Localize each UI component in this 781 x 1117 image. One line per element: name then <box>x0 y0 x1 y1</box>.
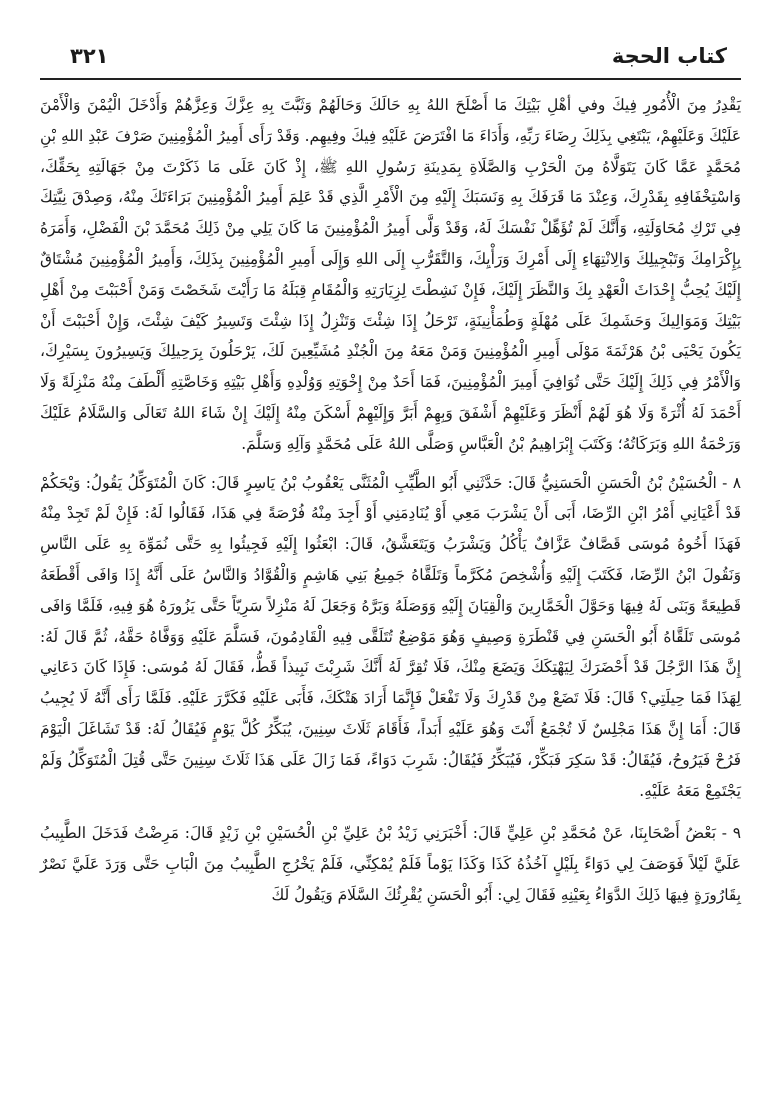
page-header <box>40 40 741 74</box>
paragraph-letter-continuation: يَقْدِرُ مِنَ الْأُمُورِ فِيكَ وفي أهْلِ بَيْتِكَ مَا أَصْلَحَ اللهُ بِهِ حَالَكَ وَحَالَهُمْ وَثَبَّتَ بِهِ عِزَّكَ وَعِزَّهُمْ وَأَدْخَلَ الْيُمْنَ وَالْأَمْنَ عَلَيْكَ وَعَلَيْهِمْ، يَبْتَغِي بِذَلِكَ رِضَاءَ رَبِّهِ، وَأَدَاءَ مَا افْتَرَضَ عَلَيْهِ فِيكَ وفِيهِم. وَقَدْ رَأَى أَمِيرُ الْمُؤْمِنِينَ صَرْفَ عَبْدِ اللهِ بْنِ مُحَمَّدٍ عَمَّا كَانَ يَتَوَلَّاهُ مِنَ الْحَرْبِ وَالصَّلَاةِ بِمَدِينَةِ رَسُولِ اللهِ ﷺ، إِذْ كَانَ عَلَى مَا ذَكَرْتَ مِنْ جَهَالَتِهِ بِحَقِّكَ، وَاسْتِخْفَافِهِ بِقَدْرِكَ، وَعِنْدَ مَا قَرَفَكَ بِهِ وَنَسَبَكَ إِلَيْهِ مِنَ الْأَمْرِ الَّذِي قَدْ عَلِمَ أَمِيرُ الْمُؤْمِنِينَ بَرَاءَتَكَ مِنْهُ، وَصِدْقَ نِيَّتِكَ فِي تَرْكِ مُحَاوَلَتِهِ، وَأَنَّكَ لَمْ تُؤَهِّلْ نَفْسَكَ لَهُ، وَقَدْ وَلَّى أَمِيرُ الْمُؤْمِنِينَ مَا كَانَ يَلِي مِنْ ذَلِكَ مُحَمَّدَ بْنَ الْفَضْلِ، وَأَمَرَهُ بِإِكْرَامِكَ وَتَبْجِيلِكَ وَالِانْتِهَاءِ إِلَى أَمْرِكَ وَرَأْيِكَ، وَالتَّقَرُّبِ إِلَى اللهِ وَإِلَى أَمِيرِ الْمُؤْمِنِينَ بِذَلِكَ، وَأَمِيرُ الْمُؤْمِنِينَ مُشْتَاقٌ إِلَيْكَ يُحِبُّ إِحْدَاثَ الْعَهْدِ بِكَ وَالنَّظَرَ إِلَيْكَ، فَإِنْ نَشِطْتَ لِزِيَارَتِهِ وَالْمُقَامِ قِبَلَهُ مَا رَأَيْتَ شَخَصْتَ وَمَنْ أَحْبَبْتَ مِنْ أَهْلِ بَيْتِكَ وَمَوَالِيكَ وَحَشَمِكَ عَلَى مُهْلَةٍ وَطُمَأْنِينَةٍ، تَرْحَلُ إِذَا شِئْتَ وَتَنْزِلُ إِذَا شِئْتَ وَتَسِيرُ كَيْفَ شِئْتَ، وَإِنْ أَحْبَبْتَ أَنْ يَكُونَ يَحْيَى بْنُ هَرْثَمَةَ مَوْلَى أَمِيرِ الْمُؤْمِنِينَ وَمَنْ مَعَهُ مِنَ الْجُنْدِ مُشَيِّعِينَ لَكَ، يَرْحَلُونَ بِرَحِيلِكَ وَيَسِيرُونَ بِسَيْرِكَ، وَالْأَمْرُ فِي ذَلِكَ إِلَيْكَ حَتَّى تُوَافِيَ أَمِيرَ الْمُؤْمِنِينَ، فَمَا أَحَدٌ مِنْ إِخْوَتِهِ وَوُلْدِهِ وَأَهْلِ بَيْتِهِ وَخَاصَّتِهِ أَلْطَفَ مِنْهُ مَنْزِلَةً وَلَا أَحْمَدَ لَهُ أُثْرَةً وَلَا هُوَ لَهُمْ أَنْظَرَ وَعَلَيْهِمْ أَشْفَقَ وَبِهِمْ أَبَرَّ وَإِلَيْهِمْ أَسْكَنَ مِنْهُ إِلَيْكَ إِنْ شَاءَ اللهُ تَعَالَى وَالسَّلَامُ عَلَيْكَ وَرَحْمَةُ اللهِ وَبَرَكَاتُهُ؛ وَكَتَبَ إِبْرَاهِيمُ بْنُ الْعَبَّاسِ وَصَلَّى اللهُ عَلَى مُحَمَّدٍ وَآلِهِ وَسَلَّمَ. <box>40 96 741 453</box>
paragraph-hadith-8: ٨ - الْحُسَيْنُ بْنُ الْحَسَنِ الْحَسَنِيُّ قَالَ: حَدَّثَنِي أَبُو الطَّيِّبِ الْمُثَنَّى يَعْقُوبُ بْنُ يَاسِرٍ قَالَ: كَانَ الْمُتَوَكِّلُ يَقُولُ: وَيْحَكُمْ قَدْ أَعْيَانِي أَمْرُ ابْنِ الرِّضَا، أَبَى أَنْ يَشْرَبَ مَعِي أَوْ يُنَادِمَنِي أَوْ أَجِدَ مِنْهُ فُرْصَةً فِي هَذَا، فَقَالُوا لَهُ: فَإِنْ لَمْ تَجِدْ مِنْهُ فَهَذَا أَخُوهُ مُوسَى قَصَّافٌ عَزَّافٌ يَأْكُلُ وَيَشْرَبُ وَيَتَعَشَّقُ، قَالَ: ابْعَثُوا إِلَيْهِ فَجِيئُوا بِهِ حَتَّى نُمَوِّهَ بِهِ عَلَى النَّاسِ وَنَقُولَ ابْنُ الرِّضَا، فَكَتَبَ إِلَيْهِ وَأُشْخِصَ مُكَرَّماً وَتَلَقَّاهُ جَمِيعُ بَنِي هَاشِمٍ وَالْقُوَّادُ وَالنَّاسُ عَلَى أَنَّهُ إِذَا وَافَى أَقْطَعَهُ قَطِيعَةً وَبَنَى لَهُ فِيهَا وَحَوَّلَ الْخَمَّارِينَ وَالْقِيَانَ إِلَيْهِ وَوَصَلَهُ وَبَرَّهُ وَجَعَلَ لَهُ مَنْزِلاً سَرِيّاً حَتَّى يَزُورَهُ هُوَ فِيهِ، فَلَمَّا وَافَى مُوسَى تَلَقَّاهُ أَبُو الْحَسَنِ فِي قَنْطَرَةِ وَصِيفٍ وَهُوَ مَوْضِعٌ تُتَلَقَّى فِيهِ الْقَادِمُونَ، فَسَلَّمَ عَلَيْهِ وَوَفَّاهُ حَقَّهُ، ثُمَّ قَالَ لَهُ: إِنَّ هَذَا الرَّجُلَ قَدْ أَحْضَرَكَ لِيَهْتِكَكَ وَيَضَعَ مِنْكَ، فَلَا تُقِرَّ لَهُ أَنَّكَ شَرِبْتَ نَبِيذاً قَطُّ، فَقَالَ لَهُ مُوسَى: فَإِذَا كَانَ دَعَانِي لِهَذَا فَمَا حِيلَتِي؟ قَالَ: فَلَا تَضَعْ مِنْ قَدْرِكَ وَلَا تَفْعَلْ فَإِنَّمَا أَرَادَ هَتْكَكَ، فَأَبَى عَلَيْهِ فَكَرَّرَ عَلَيْهِ. فَلَمَّا رَأَى أَنَّهُ لَا يُجِيبُ قَالَ: أَمَا إِنَّ هَذَا مَجْلِسٌ لَا تُجْمَعُ أَنْتَ وَهُوَ عَلَيْهِ أَبَداً، فَأَقَامَ ثَلَاثَ سِنِينَ، يُبَكِّرُ كُلَّ يَوْمٍ فَيُقَالُ لَهُ: قَدْ تَشَاغَلَ الْيَوْمَ فَرُحْ فَيَرُوحُ، فَيُقَالُ: قَدْ سَكِرَ فَبَكِّرْ، فَيُبَكِّرُ فَيُقَالُ: شَرِبَ دَوَاءً، فَمَا زَالَ عَلَى هَذَا ثَلَاثَ سِنِينَ حَتَّى قُتِلَ الْمُتَوَكِّلُ وَلَمْ يَجْتَمِعْ مَعَهُ عَلَيْهِ. <box>40 473 741 800</box>
page-number: ٣٢١ <box>70 44 109 68</box>
body-text <box>40 90 741 911</box>
paragraph-hadith-9: ٩ - بَعْضُ أَصْحَابِنَا، عَنْ مُحَمَّدِ بْنِ عَلِيٍّ قَالَ: أَخْبَرَنِي زَيْدُ بْنُ عَلِيِّ بْنِ الْحُسَيْنِ بْنِ زَيْدٍ قَالَ: مَرِضْتُ فَدَخَلَ الطَّبِيبُ عَلَيَّ لَيْلاً فَوَصَفَ لِي دَوَاءً بِلَيْلٍ آخُذُهُ كَذَا وَكَذَا يَوْماً فَلَمْ يُمْكِنِّي، فَلَمْ يَخْرُجِ الطَّبِيبُ مِنَ الْبَابِ حَتَّى وَرَدَ عَلَيَّ نَصْرٌ بِقَارُورَةٍ فِيهَا ذَلِكَ الدَّوَاءُ بِعَيْنِهِ فَقَالَ لِي: أَبُو الْحَسَنِ يُقْرِئُكَ السَّلَامَ وَيَقُولُ لَكَ <box>40 824 741 904</box>
header-rule <box>40 78 741 80</box>
running-title: كتاب الحجة <box>611 44 727 68</box>
